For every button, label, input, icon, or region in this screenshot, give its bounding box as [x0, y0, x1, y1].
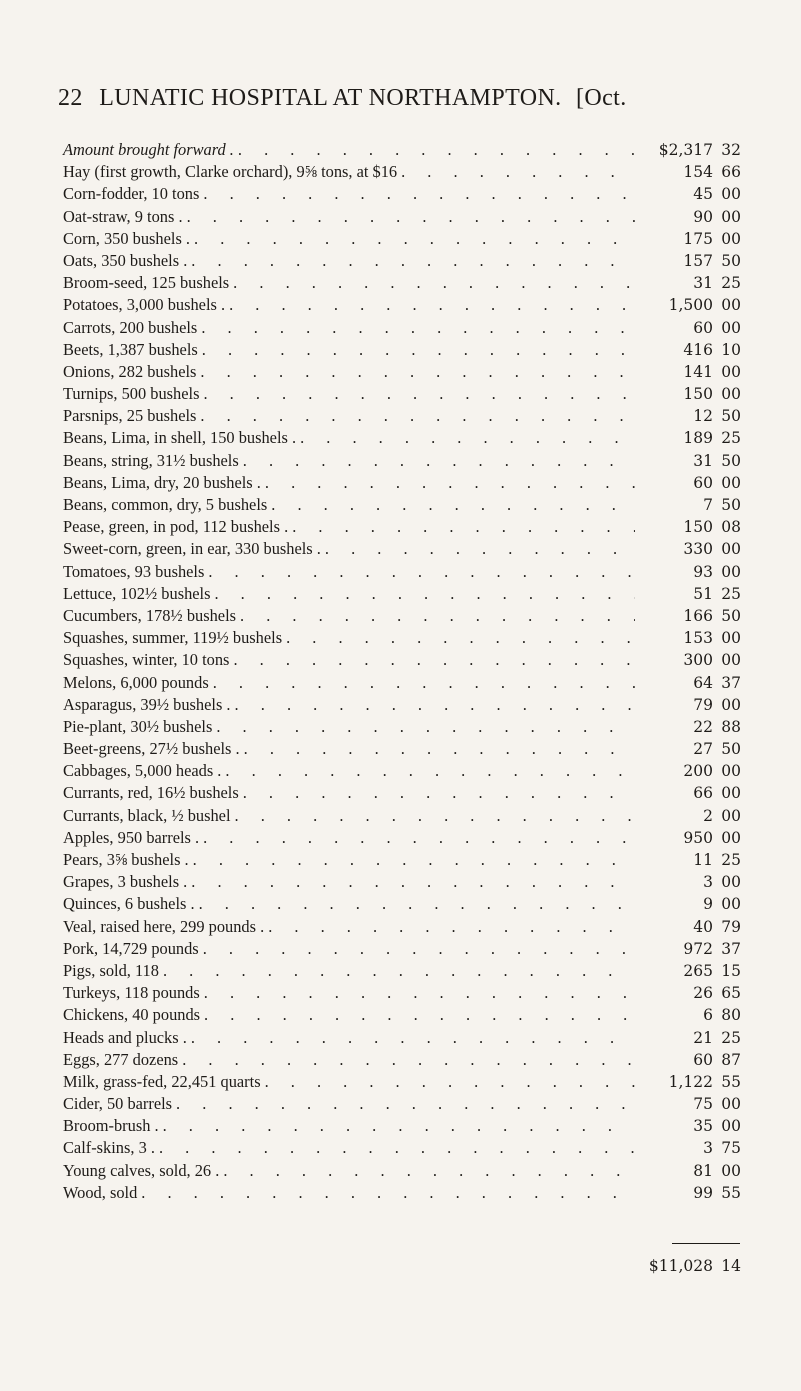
total-cents: 14 — [721, 1257, 741, 1275]
row-label: Lettuce, 102½ bushels — [63, 583, 211, 603]
row-dollars: 157 — [683, 251, 713, 270]
ledger-row — [63, 916, 741, 938]
row-dollars: 166 — [683, 606, 713, 625]
ledger-row — [63, 450, 741, 472]
row-dollars: 950 — [683, 828, 713, 847]
ledger-row — [63, 849, 741, 871]
row-cents: 25 — [721, 584, 741, 603]
row-label: Grapes, 3 bushels . — [63, 872, 188, 892]
dot-leader — [203, 938, 635, 960]
dot-leader — [214, 583, 635, 605]
row-cents: 00 — [721, 895, 741, 914]
dot-leader — [204, 982, 635, 1004]
row-cents: 25 — [721, 851, 741, 869]
row-dollars: 60 — [693, 473, 713, 492]
dot-leader — [193, 849, 635, 871]
row-label: Pie-plant, 30½ bushels — [63, 716, 213, 736]
row-dollars: 31 — [693, 274, 713, 293]
row-dollars: 7 — [703, 496, 713, 514]
row-cents: 50 — [721, 407, 741, 426]
ledger-row — [63, 1115, 741, 1137]
page-header — [58, 85, 766, 112]
dot-leader — [203, 383, 635, 405]
ledger-row — [63, 1182, 741, 1204]
row-label: Calf-skins, 3 . — [63, 1138, 155, 1158]
grand-total — [621, 1257, 741, 1275]
ledger-row — [63, 139, 741, 161]
row-dollars: 416 — [683, 340, 713, 359]
dot-leader — [238, 139, 635, 161]
row-label: Turkeys, 118 pounds — [63, 983, 200, 1003]
dot-leader — [233, 272, 635, 294]
row-cents: 80 — [721, 1006, 741, 1025]
row-label: Cabbages, 5,000 heads . — [63, 761, 222, 781]
row-cents: 00 — [721, 629, 741, 648]
row-cents: 10 — [721, 340, 741, 359]
ledger-row — [63, 827, 741, 849]
ledger-row — [63, 1004, 741, 1026]
row-cents: 00 — [721, 762, 741, 781]
ledger-row — [63, 361, 741, 383]
dot-leader — [268, 916, 635, 938]
row-label: Melons, 6,000 pounds — [63, 672, 209, 692]
row-cents: 00 — [721, 562, 741, 581]
row-dollars: 99 — [693, 1183, 713, 1202]
ledger-row — [63, 672, 741, 694]
row-dollars: 21 — [693, 1028, 713, 1047]
ledger-row — [63, 339, 741, 361]
ledger-row — [63, 161, 741, 183]
ledger-row — [63, 538, 741, 560]
dot-leader — [201, 317, 635, 339]
row-label: Amount brought forward . — [63, 140, 234, 159]
row-cents: 65 — [721, 984, 741, 1003]
ledger-row — [63, 694, 741, 716]
ledger-row — [63, 317, 741, 339]
row-label: Wood, sold — [63, 1182, 138, 1202]
dot-leader — [191, 1027, 635, 1049]
dot-leader — [199, 893, 635, 915]
row-dollars: 150 — [683, 385, 713, 404]
ledger-row — [63, 1049, 741, 1071]
row-dollars: 60 — [693, 1050, 713, 1069]
ledger-row — [63, 1093, 741, 1115]
row-cents: 00 — [721, 1161, 741, 1180]
dot-leader — [191, 871, 635, 893]
dot-leader — [325, 538, 635, 560]
row-label: Oat-straw, 9 tons . — [63, 206, 183, 226]
row-label: Beans, Lima, in shell, 150 bushels . — [63, 428, 297, 448]
page-number: 22 — [58, 85, 83, 111]
ledger-row — [63, 405, 741, 427]
dot-leader — [216, 716, 635, 738]
row-cents: 55 — [721, 1183, 741, 1202]
dot-leader — [204, 1004, 635, 1026]
row-cents: 79 — [721, 917, 741, 936]
row-label: Beets, 1,387 bushels — [63, 339, 198, 359]
row-dollars: 27 — [693, 740, 713, 759]
row-cents: 00 — [721, 318, 741, 337]
row-cents: 50 — [721, 451, 741, 470]
row-dollars: 141 — [683, 362, 713, 381]
ledger-row — [63, 738, 741, 760]
dot-leader — [265, 1071, 635, 1093]
row-label: Chickens, 40 pounds — [63, 1005, 201, 1025]
row-dollars: 3 — [703, 1139, 713, 1158]
ledger-row — [63, 782, 741, 804]
row-label: Pork, 14,729 pounds — [63, 938, 199, 958]
row-dollars: 330 — [683, 540, 713, 559]
dot-leader — [300, 427, 635, 449]
row-cents: 00 — [721, 362, 741, 381]
ledger-row — [63, 1137, 741, 1159]
header-date: [Oct. — [575, 85, 627, 111]
row-dollars: 40 — [693, 917, 713, 936]
row-cents: 00 — [721, 185, 741, 204]
row-label: Currants, red, 16½ bushels — [63, 783, 239, 803]
row-label: Oats, 350 bushels . — [63, 250, 188, 270]
row-dollars: 972 — [683, 939, 713, 958]
row-cents: 00 — [721, 540, 741, 559]
row-cents: 00 — [721, 806, 741, 825]
dot-leader — [233, 649, 635, 671]
row-label: Squashes, winter, 10 tons — [63, 650, 230, 670]
dot-leader — [163, 1115, 635, 1137]
row-dollars: 93 — [693, 562, 713, 581]
dot-leader — [202, 339, 635, 361]
dot-leader — [194, 228, 635, 250]
row-dollars: 189 — [683, 429, 713, 448]
row-label: Quinces, 6 bushels . — [63, 894, 195, 914]
row-label: Broom-brush . — [63, 1116, 159, 1136]
row-label: Young calves, sold, 26 . — [63, 1160, 220, 1180]
row-label: Squashes, summer, 119½ bushels — [63, 628, 283, 648]
ledger-row — [63, 272, 741, 294]
row-cents: 00 — [721, 207, 741, 226]
row-label: Corn-fodder, 10 tons — [63, 184, 200, 204]
dot-leader — [203, 183, 635, 205]
dot-leader — [203, 827, 635, 849]
row-label: Beans, string, 31½ bushels — [63, 450, 239, 470]
row-dollars: 12 — [693, 407, 713, 426]
ledger-row — [63, 516, 741, 538]
row-dollars: 1,122 — [668, 1072, 713, 1091]
dot-leader — [265, 472, 635, 494]
ledger-row — [63, 1071, 741, 1093]
row-cents: 50 — [721, 606, 741, 625]
row-dollars: 265 — [683, 961, 713, 980]
row-cents: 25 — [721, 274, 741, 293]
row-cents: 37 — [721, 673, 741, 692]
ledger-row — [63, 183, 741, 205]
row-label: Corn, 350 bushels . — [63, 228, 191, 248]
row-label: Turnips, 500 bushels — [63, 384, 200, 404]
row-label: Cucumbers, 178½ bushels — [63, 605, 236, 625]
row-dollars: 66 — [693, 784, 713, 803]
ledger-row — [63, 805, 741, 827]
row-cents: 55 — [721, 1072, 741, 1091]
total-rule — [672, 1243, 740, 1244]
row-dollars: 200 — [683, 762, 713, 781]
row-cents: 08 — [721, 518, 741, 537]
row-label: Pigs, sold, 118 — [63, 960, 159, 980]
ledger-row — [63, 760, 741, 782]
row-label: Sweet-corn, green, in ear, 330 bushels . — [63, 539, 321, 559]
row-dollars: 2 — [703, 806, 713, 825]
row-label: Eggs, 277 dozens — [63, 1049, 179, 1069]
dot-leader — [225, 760, 635, 782]
dot-leader — [187, 206, 635, 228]
row-dollars: 150 — [683, 518, 713, 537]
row-cents: 00 — [721, 828, 741, 847]
ledger-row — [63, 938, 741, 960]
ledger-row — [63, 982, 741, 1004]
row-dollars: 81 — [693, 1161, 713, 1180]
ledger-row — [63, 294, 741, 316]
row-cents: 66 — [721, 163, 741, 182]
dot-leader — [243, 450, 635, 472]
total-dollars: $11,028 — [648, 1257, 713, 1275]
row-label: Tomatoes, 93 bushels — [63, 561, 205, 581]
page-title: LUNATIC HOSPITAL AT NORTHAMPTON. — [99, 85, 562, 111]
dot-leader — [243, 782, 635, 804]
row-label: Asparagus, 39½ bushels . — [63, 694, 231, 714]
dot-leader — [182, 1049, 635, 1071]
row-cents: 00 — [721, 385, 741, 404]
ledger-row — [63, 494, 741, 516]
row-label: Pease, green, in pod, 112 bushels . — [63, 517, 289, 537]
row-label: Beet-greens, 27½ bushels . — [63, 739, 240, 759]
row-cents: 50 — [721, 251, 741, 270]
ledger-row — [63, 605, 741, 627]
row-label: Hay (first growth, Clarke orchard), 9⅝ tons, at $16 — [63, 162, 398, 182]
dot-leader — [235, 805, 635, 827]
dot-leader — [235, 694, 635, 716]
row-dollars: 154 — [683, 163, 713, 182]
row-dollars: 90 — [693, 207, 713, 226]
ledger-row — [63, 583, 741, 605]
dot-leader — [286, 627, 635, 649]
ledger-row — [63, 893, 741, 915]
ledger-row — [63, 427, 741, 449]
row-label: Veal, raised here, 299 pounds . — [63, 916, 265, 936]
row-dollars: 175 — [683, 229, 713, 248]
row-dollars: 31 — [693, 451, 713, 470]
ledger-row — [63, 1160, 741, 1182]
row-label: Carrots, 200 bushels — [63, 317, 198, 337]
row-cents: 00 — [721, 873, 741, 892]
row-dollars: 9 — [703, 895, 713, 914]
dot-leader — [401, 161, 635, 183]
dot-leader — [141, 1182, 635, 1204]
ledger-row — [63, 649, 741, 671]
dot-leader — [163, 960, 635, 982]
row-label: Onions, 282 bushels — [63, 361, 197, 381]
ledger-row — [63, 250, 741, 272]
row-cents: 87 — [721, 1050, 741, 1069]
row-dollars: 51 — [693, 584, 713, 603]
row-dollars: 3 — [703, 873, 713, 892]
ledger-row — [63, 627, 741, 649]
dot-leader — [213, 672, 635, 694]
row-label: Milk, grass-fed, 22,451 quarts — [63, 1071, 261, 1091]
row-cents: 25 — [721, 1028, 741, 1047]
row-cents: 25 — [721, 429, 741, 448]
dot-leader — [229, 294, 635, 316]
row-label: Pears, 3⅝ bushels . — [63, 850, 189, 869]
row-label: Heads and plucks . — [63, 1027, 187, 1047]
row-dollars: 75 — [693, 1095, 713, 1114]
row-cents: 00 — [721, 1095, 741, 1114]
row-dollars: 45 — [693, 185, 713, 204]
row-dollars: 60 — [693, 318, 713, 337]
row-dollars: 1,500 — [668, 296, 713, 315]
account-list — [63, 139, 741, 1204]
row-cents: 75 — [721, 1139, 741, 1158]
dot-leader — [271, 494, 635, 516]
row-label: Potatoes, 3,000 bushels . — [63, 295, 226, 315]
row-cents: 00 — [721, 296, 741, 315]
dot-leader — [176, 1093, 635, 1115]
dot-leader — [208, 561, 635, 583]
row-cents: 00 — [721, 651, 741, 670]
row-label: Beans, Lima, dry, 20 bushels . — [63, 472, 261, 492]
row-cents: 37 — [721, 939, 741, 958]
row-cents: 00 — [721, 695, 741, 714]
row-label: Cider, 50 barrels — [63, 1094, 173, 1114]
dot-leader — [240, 605, 635, 627]
row-dollars: 6 — [703, 1006, 713, 1025]
ledger-row — [63, 960, 741, 982]
dot-leader — [191, 250, 635, 272]
row-cents: 88 — [721, 717, 741, 736]
dot-leader — [200, 405, 635, 427]
row-cents: 00 — [721, 473, 741, 492]
row-label: Parsnips, 25 bushels — [63, 406, 197, 426]
row-cents: 00 — [721, 1117, 741, 1136]
row-label: Broom-seed, 125 bushels — [63, 273, 230, 293]
ledger-row — [63, 871, 741, 893]
dot-leader — [200, 361, 635, 383]
row-label: Currants, black, ½ bushel — [63, 805, 231, 825]
row-label: Beans, common, dry, 5 bushels — [63, 495, 268, 514]
dot-leader — [244, 738, 635, 760]
row-dollars: 79 — [693, 695, 713, 714]
ledger-row — [63, 1027, 741, 1049]
row-dollars: 22 — [693, 717, 713, 736]
ledger-row — [63, 206, 741, 228]
row-cents: 50 — [721, 496, 741, 514]
dot-leader — [292, 516, 635, 538]
row-cents: 50 — [721, 740, 741, 759]
row-dollars: 35 — [693, 1117, 713, 1136]
row-label: Apples, 950 barrels . — [63, 827, 200, 847]
row-dollars: 64 — [693, 673, 713, 692]
row-cents: 00 — [721, 229, 741, 248]
row-dollars: $2,317 — [658, 141, 713, 159]
ledger-row — [63, 472, 741, 494]
row-dollars: 300 — [683, 651, 713, 670]
dot-leader — [159, 1137, 635, 1159]
row-cents: 15 — [721, 961, 741, 980]
row-dollars: 11 — [693, 851, 713, 869]
row-dollars: 153 — [683, 629, 713, 648]
row-cents: 00 — [721, 784, 741, 803]
ledger-row — [63, 716, 741, 738]
row-cents: 32 — [721, 141, 741, 159]
ledger-row — [63, 228, 741, 250]
row-dollars: 26 — [693, 984, 713, 1003]
dot-leader — [223, 1160, 635, 1182]
ledger-row — [63, 561, 741, 583]
ledger-row — [63, 383, 741, 405]
